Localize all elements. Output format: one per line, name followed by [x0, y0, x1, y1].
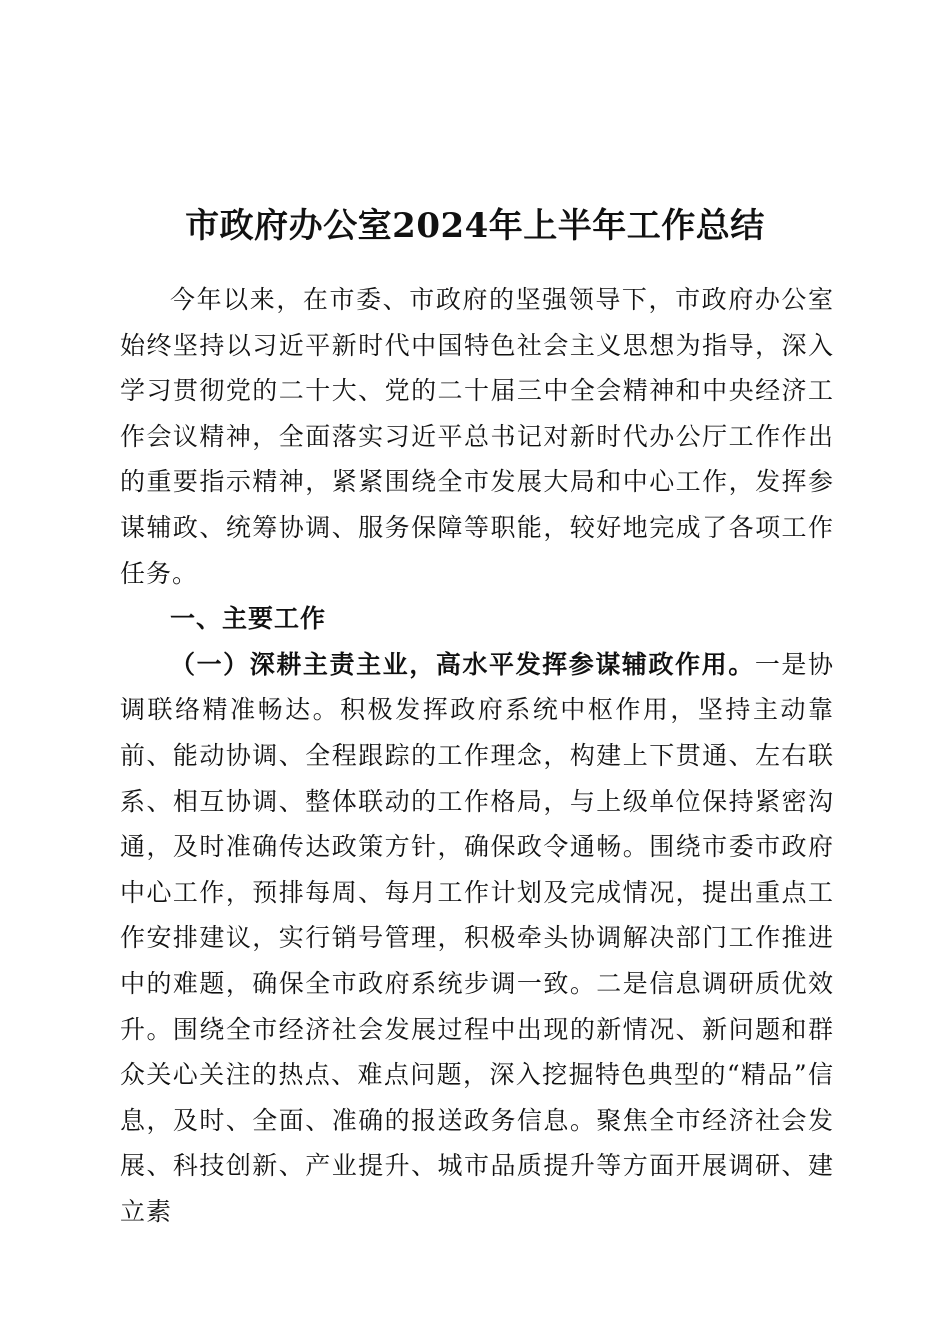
section-heading-main-work: 一、主要工作 — [170, 604, 327, 634]
document-title: 市政府办公室2024年上半年工作总结 — [185, 205, 765, 246]
intro-paragraph: 今年以来，在市委、市政府的坚强领导下，市政府办公室始终坚持以习近平新时代中国特色社会主义思想为指导，深入学习贯彻党的二十大、党的二十届三中全会精神和中央经济工作会议精神，全面落实习近平总书记对新时代办公厅工作作出的重要指示精神，紧紧围绕全市发展大局和中心工作，发挥参谋辅政、统筹协调、服务保障等职能，较好地完成了各项工作任务。 — [120, 285, 834, 588]
subsection-1-heading: （一）深耕主责主业，高水平发挥参谋辅政作用。 — [170, 649, 755, 679]
document-body — [120, 277, 834, 1234]
subsection-1-paragraph — [120, 642, 834, 1235]
subsection-1-body: 一是协调联络精准畅达。积极发挥政府系统中枢作用，坚持主动靠前、能动协调、全程跟踪的工作理念，构建上下贯通、左右联系、相互协调、整体联动的工作格局，与上级单位保持紧密沟通，及时准确传达政策方针，确保政令通畅。围绕市委市政府中心工作，预排每周、每月工作计划及完成情况，提出重点工作安排建议，实行销号管理，积极牵头协调解决部门工作推进中的难题，确保全市政府系统步调一致。二是信息调研质优效升。围绕全市经济社会发展过程中出现的新情况、新问题和群众关心关注的热点、难点问题，深入挖掘特色典型的“精品”信息，及时、全面、准确的报送政务信息。聚焦全市经济社会发展、科技创新、产业提升、城市品质提升等方面开展调研、建立素 — [120, 649, 834, 1226]
